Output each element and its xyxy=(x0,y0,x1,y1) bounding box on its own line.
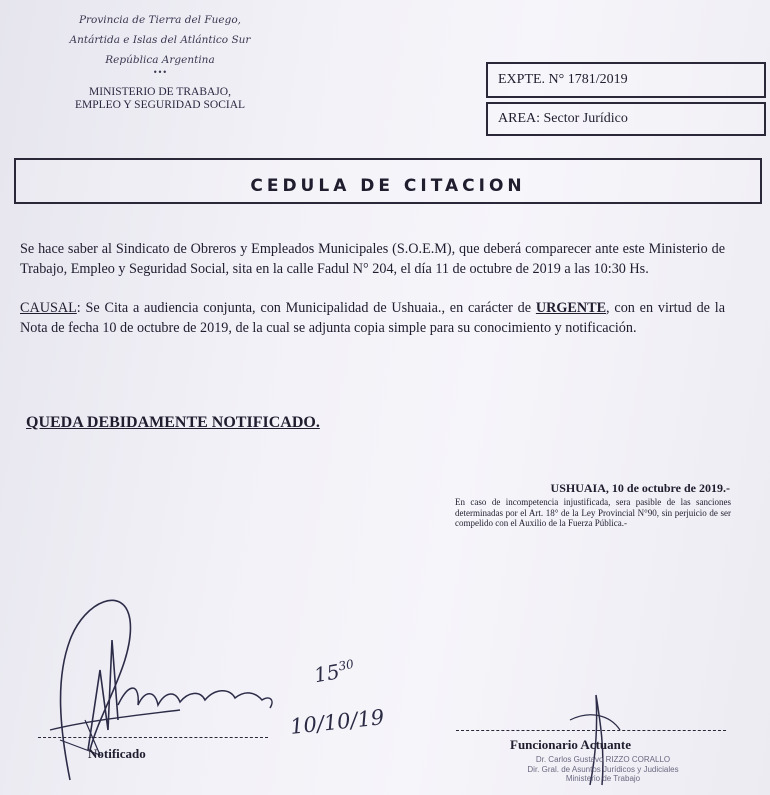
province-line-1: Provincia de Tierra del Fuego, xyxy=(78,14,242,26)
province-line-2: Antártida e Islas del Atlántico Sur xyxy=(69,34,251,46)
title-box xyxy=(14,158,762,204)
province-line-3: República Argentina xyxy=(105,54,215,66)
expediente-box xyxy=(486,62,766,98)
official-signature-line xyxy=(456,730,726,731)
area-box xyxy=(486,102,766,136)
stamp-line-2: Dir. Gral. de Asuntos Jurídicos y Judiciales xyxy=(527,764,679,774)
causal-text-a: : Se Cita a audiencia conjunta, con Municipalidad de Ushuaia., en carácter de xyxy=(76,300,536,316)
urgent-label: URGENTE xyxy=(535,300,607,316)
handwritten-time-hours: 15 xyxy=(312,659,342,688)
document-title: CEDULA DE CITACION xyxy=(250,176,526,196)
expediente-number: EXPTE. N° 1781/2019 xyxy=(498,72,628,87)
notified-statement: QUEDA DEBIDAMENTE NOTIFICADO. xyxy=(26,414,320,431)
stamp-line-3: Ministerio de Trabajo xyxy=(565,774,641,783)
legal-note: En caso de incompetencia injustificada, sera pasible de las sanciones determinadas por el Art. 18° de la Ley Provincial N°90, sin perjuicio de ser compelido con el Auxilio de la Fuerza Pública.- xyxy=(455,497,731,528)
citation-paragraph: Se hace saber al Sindicato de Obreros y Empleados Municipales (S.O.E.M), que deberá comparecer ante este Ministerio de Trabajo, Empleo y Seguridad Social, sita en la calle Fadul N° 204, el día 11 de octubre de 2019 a las 10:30 Hs. xyxy=(20,241,725,277)
notified-label: Notificado xyxy=(88,746,146,761)
header-ornament: ••• xyxy=(152,68,168,77)
ministry-line-1: MINISTERIO DE TRABAJO, xyxy=(89,86,231,98)
causal-text-b: , con en virtud de la Nota de fecha 10 de octubre de 2019, de la cual se adjunta copia simple para su conocimiento y notificación. xyxy=(20,300,725,336)
area-label: AREA: Sector Jurídico xyxy=(498,111,628,126)
official-label: Funcionario Actuante xyxy=(510,737,631,752)
notified-signature-line xyxy=(38,737,268,738)
handwritten-time-minutes: 30 xyxy=(337,656,355,674)
causal-paragraph xyxy=(20,299,725,338)
causal-label: CAUSAL xyxy=(20,300,77,316)
official-stamp xyxy=(518,755,688,784)
signature-left xyxy=(30,580,290,790)
stamp-line-1: Dr. Carlos Gustavo RIZZO CORALLO xyxy=(535,755,671,764)
place-date: USHUAIA, 10 de octubre de 2019.- xyxy=(550,481,730,495)
ministry-line-2: EMPLEO Y SEGURIDAD SOCIAL xyxy=(74,99,246,111)
handwritten-date: 10/10/19 xyxy=(289,705,386,739)
handwritten-time xyxy=(312,657,356,688)
